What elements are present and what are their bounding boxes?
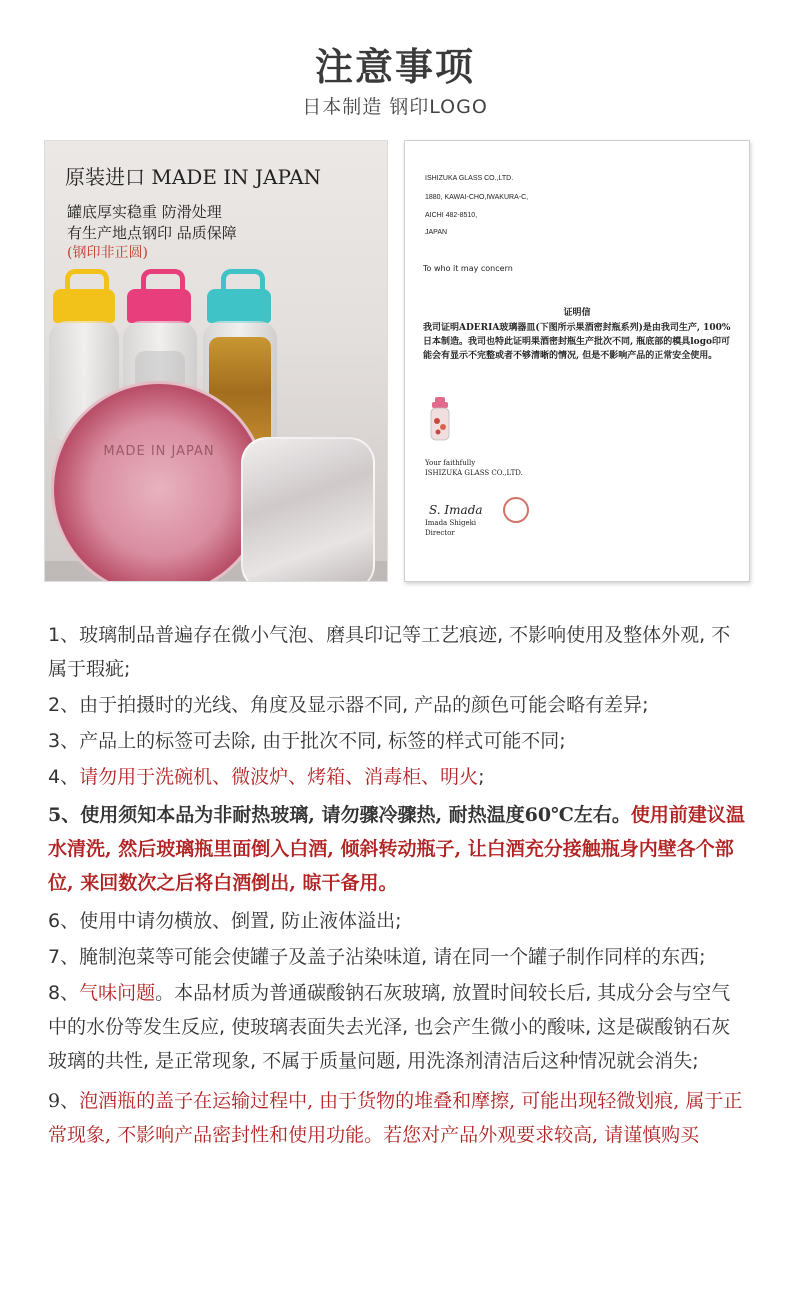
- cert-salutation: To who it may concern: [423, 264, 513, 273]
- photo-feature-2: 有生产地点钢印 品质保障: [67, 224, 237, 242]
- note-item-3: 3、产品上的标签可去除, 由于批次不同, 标签的样式可能不同;: [48, 730, 566, 752]
- note-item-5-text: 5、使用须知本品为非耐热玻璃, 请勿骤冷骤热, 耐热温度60℃左右。: [48, 804, 631, 826]
- note-item-7: 7、腌制泡菜等可能会使罐子及盖子沾染味道, 请在同一个罐子制作同样的东西;: [48, 946, 706, 968]
- product-photo: [44, 140, 388, 582]
- square-jar-image: [241, 437, 375, 582]
- pink-jar-lid: [127, 289, 191, 323]
- page-subtitle: 日本制造 钢印LOGO: [302, 96, 488, 118]
- note-item-4: [48, 760, 748, 794]
- note-item-8-prefix: 8、: [48, 982, 80, 1004]
- note-item-8: [48, 976, 748, 1078]
- jar-bottom-marking: MADE IN JAPAN: [103, 444, 215, 459]
- cert-address-line-2: 1880, KAWAI-CHO,IWAKURA-C,: [425, 194, 529, 201]
- cert-address-line-3: AICHI 482-8510,: [425, 212, 478, 219]
- photo-feature-1: 罐底厚实稳重 防滑处理: [67, 203, 222, 221]
- cert-signer-name: Imada Shigeki: [425, 519, 477, 527]
- cert-signature: S. Imada: [429, 503, 483, 517]
- photo-note: (钢印非正圆): [67, 245, 148, 261]
- cert-body: 我司证明ADERIA玻璃器皿(下图所示果酒密封瓶系列)是由我司生产, 100%日本制造。我司也特此证明果酒密封瓶生产批次不同, 瓶底部的模具logo印可能会有显示不完整或者不够清晰的情况, 但是不影响产品的正常安全使用。: [423, 323, 731, 361]
- cert-address-line-1: ISHIZUKA GLASS CO.,LTD.: [425, 175, 514, 182]
- note-item-8-warning: 气味问题: [79, 982, 156, 1004]
- note-item-2: 2、由于拍摄时的光线、角度及显示器不同, 产品的颜色可能会略有差异;: [48, 694, 649, 716]
- yellow-jar-lid: [53, 289, 115, 323]
- cert-seal-stamp: [503, 497, 529, 523]
- note-item-9-prefix: 9、: [48, 1090, 80, 1112]
- cert-heading: 证明信: [563, 308, 591, 318]
- notes-list: [48, 618, 748, 1154]
- cert-address-line-4: JAPAN: [425, 229, 448, 236]
- cert-company: ISHIZUKA GLASS CO.,LTD.: [425, 469, 523, 477]
- note-item-1: 1、玻璃制品普遍存在微小气泡、磨具印记等工艺痕迹, 不影响使用及整体外观, 不属于瑕疵;: [48, 624, 731, 680]
- note-item-4-prefix: 4、: [48, 766, 80, 788]
- note-item-5-warning: 使用前建议温水清洗, 然后玻璃瓶里面倒入白酒, 倾斜转动瓶子, 让白酒充分接触瓶身内壁各个部位, 来回数次之后将白酒倒出, 晾干备用。: [48, 804, 745, 894]
- note-item-8-text: 。本品材质为普通碳酸钠石灰玻璃, 放置时间较长后, 其成分会与空气中的水份等发生反应, 使玻璃表面失去光泽, 也会产生微小的酸味, 这是碳酸钠石灰玻璃的共性, 是正常现象, 不属于质量问题, 用洗涤剂清洁后这种情况就会消失;: [48, 982, 731, 1072]
- photo-title: 原装进口 MADE IN JAPAN: [65, 165, 322, 189]
- jar-bottom-stamp-image: [51, 381, 267, 582]
- note-item-5: [48, 798, 748, 900]
- certificate-letter: [404, 140, 750, 582]
- teal-jar-lid: [207, 289, 271, 323]
- note-item-6: 6、使用中请勿横放、倒置, 防止液体溢出;: [48, 910, 402, 932]
- cert-closing: Your faithfully: [425, 459, 476, 467]
- note-item-9-warning: 泡酒瓶的盖子在运输过程中, 由于货物的堆叠和摩擦, 可能出现轻微划痕, 属于正常现象, 不影响产品密封性和使用功能。若您对产品外观要求较高, 请谨慎购买: [48, 1090, 743, 1146]
- note-item-4-suffix: ;: [478, 766, 485, 788]
- note-item-4-warning: 请勿用于洗碗机、微波炉、烤箱、消毒柜、明火: [79, 766, 479, 788]
- cert-signer-title: Director: [425, 529, 455, 537]
- page-title: 注意事项: [314, 44, 475, 89]
- jar-thumbnail-icon: [429, 397, 451, 441]
- note-item-9: [48, 1084, 748, 1152]
